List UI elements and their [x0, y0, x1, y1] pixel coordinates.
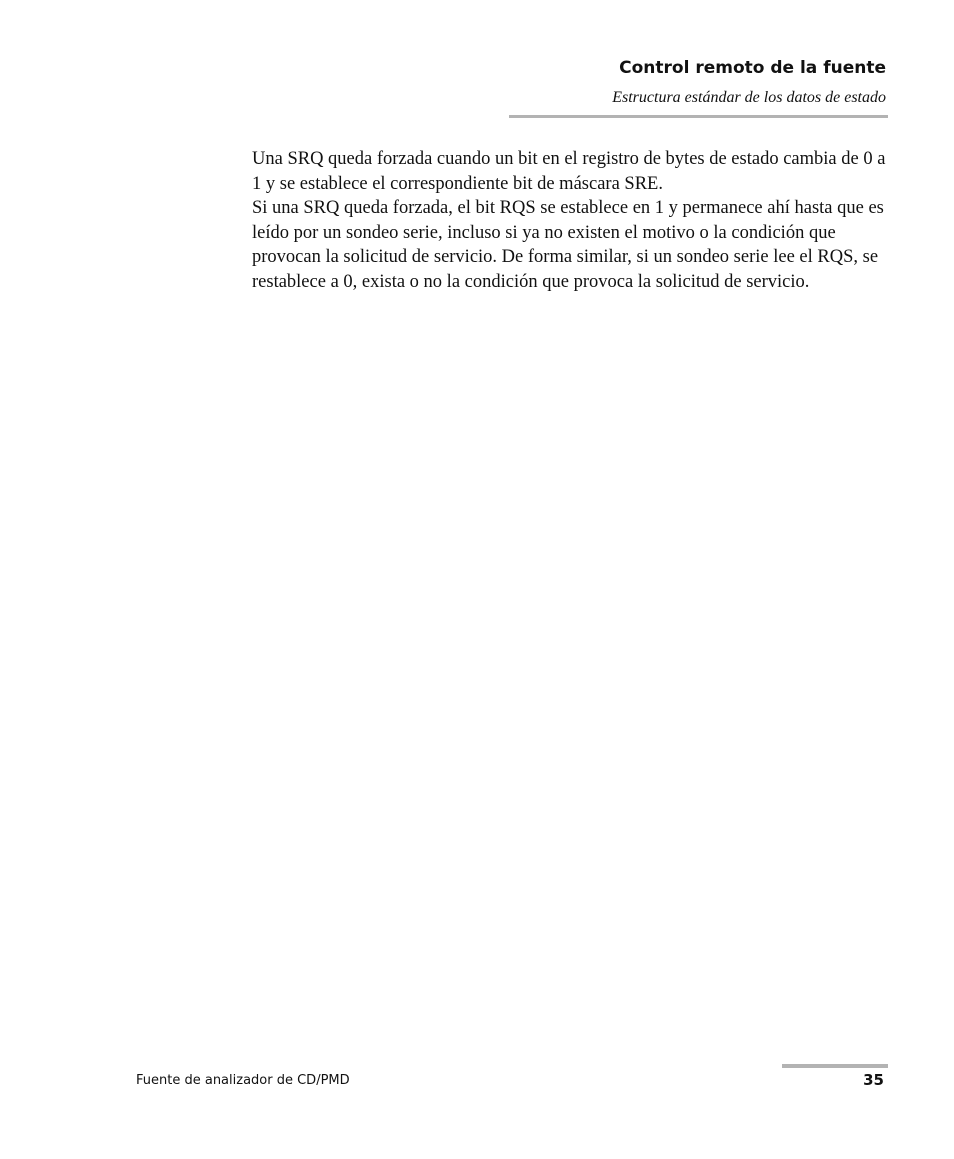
- paragraph-srq-forced: Una SRQ queda forzada cuando un bit en el registro de bytes de estado cambia de 0 a 1 y se establece el correspondiente bit de máscara SRE.: [252, 149, 886, 194]
- section-title: Control remoto de la fuente: [619, 58, 886, 78]
- footer-document-title: Fuente de analizador de CD/PMD: [136, 1073, 350, 1088]
- body-text: [252, 147, 892, 295]
- header-divider: [509, 115, 888, 118]
- footer-divider: [782, 1064, 888, 1068]
- page-number: 35: [863, 1071, 884, 1089]
- running-header: [506, 57, 886, 108]
- section-subtitle: Estructura estándar de los datos de estado: [612, 89, 886, 106]
- paragraph-rqs-bit: Si una SRQ queda forzada, el bit RQS se establece en 1 y permanece ahí hasta que es leído por un sondeo serie, incluso si ya no existen el motivo o la condición que provocan la solicitud de servicio. De forma similar, si un sondeo serie lee el RQS, se restablece a 0, exista o no la condición que provoca la solicitud de servicio.: [252, 198, 884, 292]
